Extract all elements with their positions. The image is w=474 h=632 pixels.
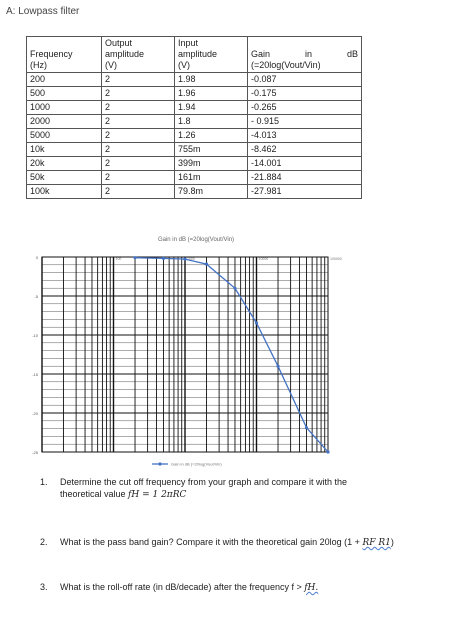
table-cell: 2 xyxy=(102,143,175,157)
header-output-line: amplitude xyxy=(105,49,145,59)
table-cell: -27.981 xyxy=(248,185,362,199)
table-cell: 5000 xyxy=(27,129,102,143)
data-point xyxy=(305,426,308,429)
table-cell: -0.087 xyxy=(248,73,362,87)
question-number: 3. xyxy=(40,582,48,592)
y-tick-label: -15 xyxy=(32,372,38,377)
legend-label: Gain in dB (=20log(Vout/Vin) xyxy=(171,461,222,467)
legend-marker xyxy=(158,462,161,465)
question-line: Determine the cut off frequency from your graph and compare it with the xyxy=(60,477,347,487)
y-tick-label: -5 xyxy=(34,294,38,299)
question-body: What is the pass band gain? Compare it with the theoretical gain 20log (1 + xyxy=(60,537,363,547)
x-tick-label: 1000 xyxy=(187,257,195,261)
table-row xyxy=(27,73,362,87)
header-gain-in: in xyxy=(304,49,312,59)
data-point xyxy=(276,365,279,368)
header-input-line: (V) xyxy=(178,60,190,70)
header-gain-unit: dB xyxy=(346,49,358,59)
table-cell: 1.8 xyxy=(175,115,248,129)
table-cell: 2 xyxy=(102,171,175,185)
table-row xyxy=(27,143,362,157)
data-point xyxy=(233,287,236,290)
table-row xyxy=(27,171,362,185)
table-cell: 1.94 xyxy=(175,101,248,115)
table-row xyxy=(27,115,362,129)
table-cell: 2 xyxy=(102,157,175,171)
header-gain-formula: (=20log(Vout/Vin) xyxy=(251,60,321,70)
table-cell: 79.8m xyxy=(175,185,248,199)
gain-formula: RF R1 xyxy=(362,538,391,548)
header-input xyxy=(175,37,248,73)
y-tick-label: -10 xyxy=(32,333,38,338)
chart-title: Gain in dB (=20log(Vout/Vin) xyxy=(157,237,235,243)
table-cell: 2 xyxy=(102,73,175,87)
question-line xyxy=(60,488,454,501)
table-cell: 161m xyxy=(175,171,248,185)
data-point xyxy=(183,257,186,260)
data-point xyxy=(326,450,329,453)
table-cell: 2 xyxy=(102,129,175,143)
table-cell: 2000 xyxy=(27,115,102,129)
table-cell: 399m xyxy=(175,157,248,171)
table-cell: -4.013 xyxy=(248,129,362,143)
table-cell: 2 xyxy=(102,185,175,199)
cutoff-formula: fH = 1 2πRC xyxy=(128,490,187,500)
table-cell: -0.265 xyxy=(248,101,362,115)
table-cell: 10k xyxy=(27,143,102,157)
header-input-line: Input xyxy=(178,38,199,48)
table-header-row xyxy=(27,37,362,73)
question-number: 1. xyxy=(40,477,48,487)
table-cell: 2 xyxy=(102,87,175,101)
table-row xyxy=(27,129,362,143)
header-gain-line xyxy=(251,49,358,60)
table-cell: 1.98 xyxy=(175,73,248,87)
table-row xyxy=(27,87,362,101)
y-tick-label: 0 xyxy=(35,255,38,260)
table-cell: - 0.915 xyxy=(248,115,362,129)
x-tick-label: 10000 xyxy=(258,257,269,261)
x-tick-label: 100 xyxy=(115,257,122,261)
question-number: 2. xyxy=(40,537,48,547)
question-prefix: theoretical value xyxy=(60,489,129,499)
table-cell: 1.96 xyxy=(175,87,248,101)
table-cell: 2 xyxy=(102,101,175,115)
data-point xyxy=(162,257,165,260)
table-cell: 200 xyxy=(27,73,102,87)
x-tick-label: 100000 xyxy=(330,257,342,261)
header-gain xyxy=(248,37,362,73)
table-cell: -14.001 xyxy=(248,157,362,171)
question-text xyxy=(60,536,454,549)
table-cell: 50k xyxy=(27,171,102,185)
header-frequency-line: Frequency xyxy=(30,49,73,59)
table-cell: 100k xyxy=(27,185,102,199)
header-frequency-line: (Hz) xyxy=(30,60,47,70)
measurement-table xyxy=(26,36,362,199)
table-cell: -8.462 xyxy=(248,143,362,157)
question-text xyxy=(60,581,454,594)
header-output-line: Output xyxy=(105,38,133,48)
header-gain-word: Gain xyxy=(251,49,271,59)
table-cell: 20k xyxy=(27,157,102,171)
question-body: What is the roll-off rate (in dB/decade) after the frequency f > xyxy=(60,582,305,592)
table-cell: -21.884 xyxy=(248,171,362,185)
question-suffix: ) xyxy=(390,537,394,547)
header-frequency xyxy=(27,37,102,73)
y-tick-label: -25 xyxy=(32,450,38,455)
question-text xyxy=(60,476,454,501)
fh-formula: fH. xyxy=(304,583,319,593)
table-cell: -0.175 xyxy=(248,87,362,101)
table-body xyxy=(27,73,362,199)
data-point xyxy=(255,321,258,324)
table-row xyxy=(27,157,362,171)
header-output xyxy=(102,37,175,73)
section-heading: A: Lowpass filter xyxy=(6,6,80,17)
table-cell: 1000 xyxy=(27,101,102,115)
table-cell: 2 xyxy=(102,115,175,129)
table-cell: 500 xyxy=(27,87,102,101)
y-tick-label: -20 xyxy=(32,411,38,416)
data-point xyxy=(133,256,136,259)
header-input-line: amplitude xyxy=(178,49,218,59)
table-row xyxy=(27,185,362,199)
table-row xyxy=(27,101,362,115)
table-cell: 755m xyxy=(175,143,248,157)
chart-svg xyxy=(28,237,364,474)
gain-chart xyxy=(28,237,364,474)
table-cell: 1.26 xyxy=(175,129,248,143)
data-point xyxy=(205,263,208,266)
header-output-line: (V) xyxy=(105,60,117,70)
